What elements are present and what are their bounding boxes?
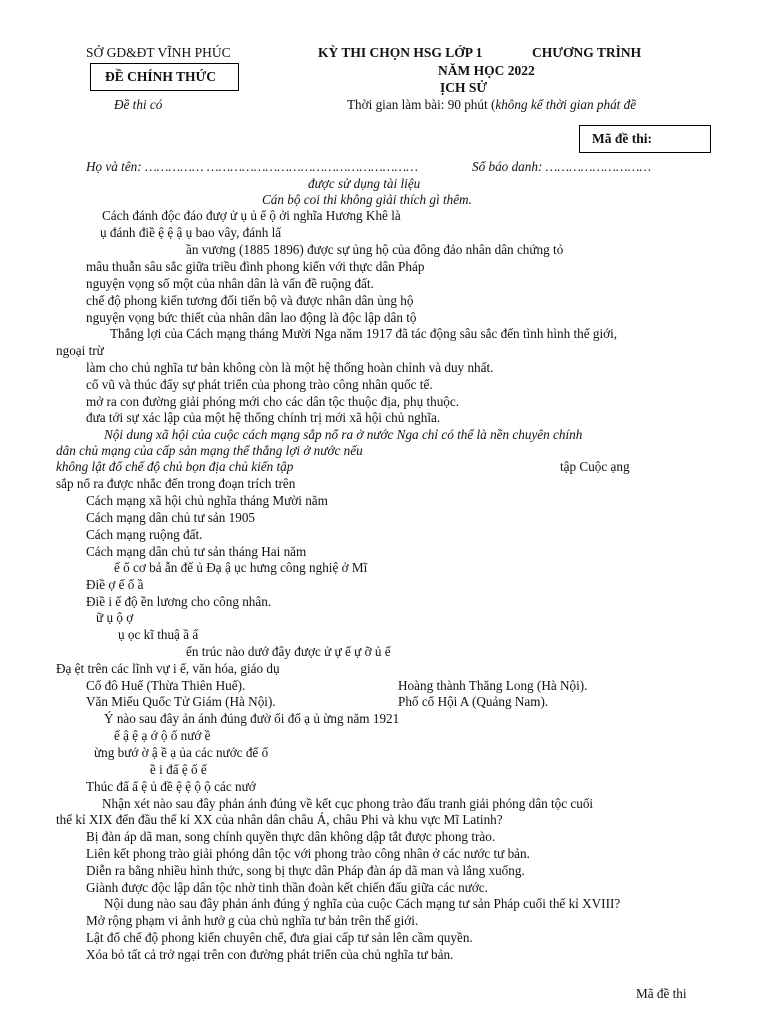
subject-title: ỊCH SỬ	[440, 80, 488, 95]
text-line: ngoại trừ	[56, 343, 104, 358]
text-line: Điề i ế độ ền lương cho công nhân.	[86, 594, 272, 609]
text-line: nguyện vọng số một của nhân dân là vấn đề ruộng đất.	[86, 276, 374, 291]
text-line: sắp nổ ra được nhắc đến trong đoạn trích trên	[56, 476, 296, 491]
department-name: SỞ GD&ĐT VĨNH PHÚC	[86, 45, 231, 60]
text-line: Cách mạng ruộng đất.	[86, 527, 203, 542]
exam-time-text: Thời gian làm bài: 90 phút (	[347, 97, 496, 112]
text-line: tập Cuộc ạng	[560, 459, 630, 474]
text-line: Nội dung xã hội của cuộc cách mạng sắp nổ ra ở nước Nga chỉ có thể là nền chuyên chính	[104, 427, 583, 442]
exam-time-note: không kể thời gian phát đề	[495, 97, 637, 112]
text-line: Hoàng thành Thăng Long (Hà Nội).	[398, 678, 588, 693]
text-line: mâu thuẫn sâu sắc giữa triều đình phong kiến với thực dân Pháp	[86, 259, 425, 274]
candidate-number-line: Số báo danh: ………………………	[472, 159, 652, 174]
text-line: Lật đổ chế độ phong kiến chuyên chế, đưa giai cấp tư sản lên cầm quyền.	[86, 930, 473, 945]
text-line: Liên kết phong trào giải phóng dân tộc với phong trào công nhân ở các nước tư bản.	[86, 846, 530, 861]
candidate-name-line: Họ và tên: …………… ………………………………………………	[86, 159, 418, 174]
text-line: dân chủ mạng của cấp sản mạng thể thắng lợi ở nước nếu	[56, 443, 363, 458]
text-line: ụ ọc kĩ thuậ ầ ấ	[118, 627, 199, 642]
exam-page-note: Đề thi có	[114, 97, 163, 112]
text-line: ữ ụ ộ ợ	[96, 610, 134, 625]
text-line: Nhận xét nào sau đây phản ánh đúng về kết cục phong trào đấu tranh giải phóng dân tộc cuối	[102, 796, 594, 811]
exam-note-2: Cán bộ coi thi không giải thích gì thêm.	[262, 192, 472, 207]
text-line: ến trúc nào dướ đây được ử ự ế ự ỡ ủ ế	[186, 644, 391, 659]
text-line: mở ra con đường giải phóng mới cho các dân tộc thuộc địa, phụ thuộc.	[86, 394, 460, 409]
text-line: ế ậ ệ ạ ớ ộ ố nướ ề	[114, 728, 211, 743]
exam-note-1: được sử dụng tài liệu	[308, 176, 421, 191]
text-line: Ý nào sau đây ản ánh đúng đườ ối đố ạ ủ ừng năm 1921	[104, 711, 400, 726]
text-line: Diễn ra bằng nhiều hình thức, song bị thực dân Pháp đàn áp dã man và lắng xuống.	[86, 863, 525, 878]
text-line: đưa tới sự xác lập của một hệ thống chính trị mới xã hội chủ nghĩa.	[86, 410, 441, 425]
footer-exam-code: Mã đề thi	[636, 986, 687, 1001]
official-label-box	[90, 63, 239, 91]
text-line: cổ vũ và thúc đẩy sự phát triển của phong trào công nhân quốc tế.	[86, 377, 433, 392]
text-line: Điề ợ ế ố ầ	[86, 577, 144, 592]
text-line: ần vương (1885 1896) được sự ủng hộ của đông đảo nhân dân chứng tỏ	[186, 242, 564, 257]
text-line: Cách mạng dân chủ tư sản 1905	[86, 510, 256, 525]
text-line: Thúc đẩ ấ ệ ủ đề ệ ệ ộ ộ các nướ	[86, 779, 256, 794]
text-line: làm cho chủ nghĩa tư bản không còn là một hệ thống hoàn chỉnh và duy nhất.	[86, 360, 494, 375]
text-line: thế kỉ XIX đến đầu thế kỉ XX của nhân dân châu Á, châu Phi và khu vực Mĩ Latinh?	[56, 812, 503, 827]
text-line: Cách mạng dân chủ tư sản tháng Hai năm	[86, 544, 307, 559]
exam-title: KỲ THI CHỌN HSG LỚP 1	[318, 45, 483, 60]
text-line: Giành được độc lập dân tộc nhờ tinh thần đoàn kết chiến đấu giữa các nước.	[86, 880, 488, 895]
program-label: CHƯƠNG TRÌNH	[532, 45, 642, 60]
text-line: Cách mạng xã hội chủ nghĩa tháng Mười năm	[86, 493, 328, 508]
text-line: Cách đánh độc đáo đượ ử ụ ủ ế ộ ởi nghĩa Hương Khê là	[102, 208, 401, 223]
exam-code-box	[579, 125, 711, 153]
text-line: Cố đô Huế (Thừa Thiên Huế).	[86, 678, 246, 693]
text-line: Xóa bỏ tất cả trở ngại trên con đường phát triển của chủ nghĩa tư bản.	[86, 947, 454, 962]
text-line: ề i đấ ệ ố ế	[150, 762, 207, 777]
official-label: ĐỀ CHÍNH THỨC	[105, 69, 217, 84]
exam-code-label: Mã đề thi:	[592, 131, 652, 146]
text-line: Mở rộng phạm vi ảnh hưở g của chủ nghĩa tư bản trên thế giới.	[86, 913, 419, 928]
text-line: ụ đánh điề ệ ệ ậ ụ bao vây, đánh lấ	[100, 225, 282, 240]
text-line: ế ố cơ bả ẫn đế ủ Đạ ậ ục hưng công nghiệ ở Mĩ	[114, 560, 368, 575]
text-line: Phố cổ Hội A (Quảng Nam).	[398, 694, 549, 709]
text-line: Nội dung nào sau đây phản ánh đúng ý nghĩa của cuộc Cách mạng tư sản Pháp cuối thế kỉ XVIII?	[104, 896, 621, 911]
text-line: nguyện vọng bức thiết của nhân dân lao động là độc lập dân tộ	[86, 310, 417, 325]
text-line: Văn Miếu Quốc Tử Giám (Hà Nội).	[86, 694, 276, 709]
school-year: NĂM HỌC 2022	[438, 63, 535, 78]
text-line: chế độ phong kiến tương đối tiến bộ và được nhân dân ủng hộ	[86, 293, 414, 308]
text-line: Bị đàn áp dã man, song chính quyền thực dân không dập tắt được phong trào.	[86, 829, 496, 844]
text-line: Thắng lợi của Cách mạng tháng Mười Nga năm 1917 đã tác động sâu sắc đến tình hình thế giới,	[110, 326, 618, 341]
text-line: ừng bướ ờ ậ ề ạ ủa các nước đế ố	[94, 745, 269, 760]
text-line: Đạ ệt trên các lĩnh vự i ế, văn hóa, giáo dụ	[56, 661, 280, 676]
text-line: không lật đổ chế độ chủ bọn địa chủ kiến tập	[56, 459, 294, 474]
exam-time	[347, 96, 636, 113]
